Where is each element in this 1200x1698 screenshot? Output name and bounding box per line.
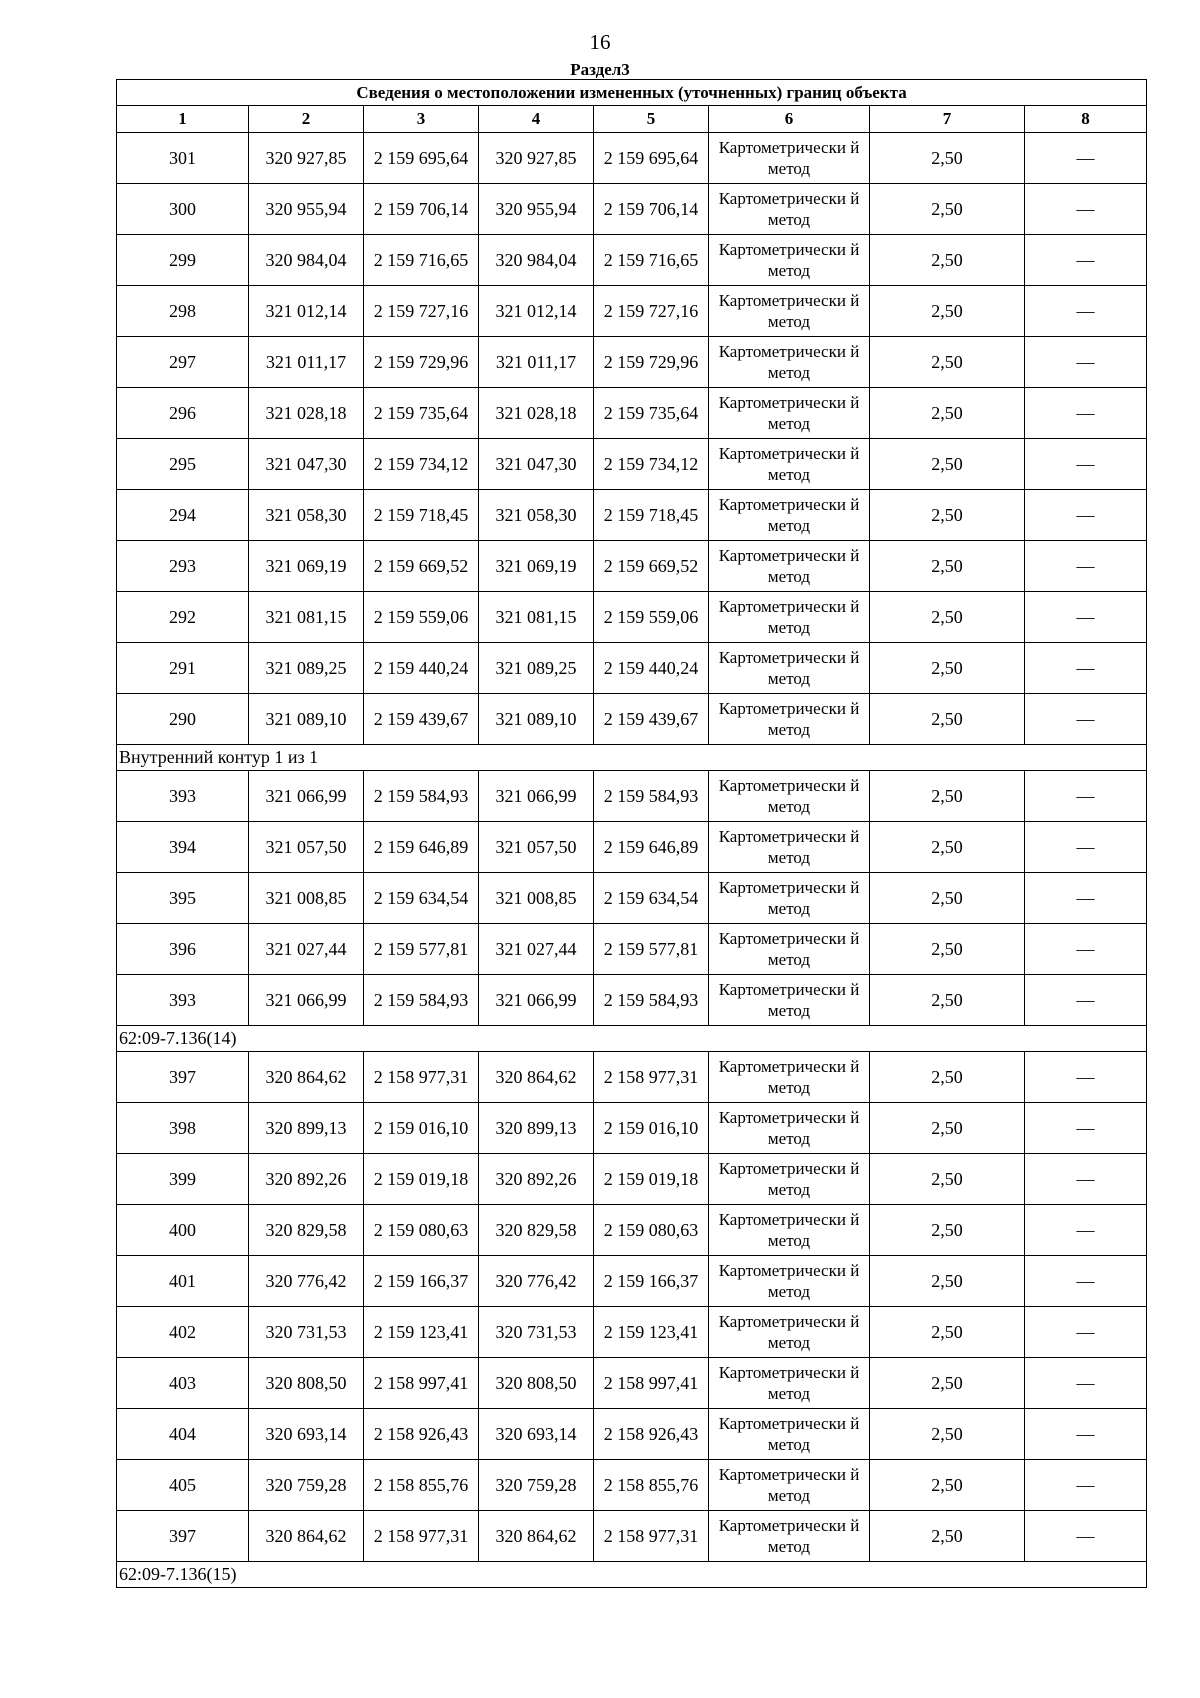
point-number-cell: 291 (117, 643, 249, 694)
table-row (117, 1511, 1147, 1562)
refined-x-cell: 320 829,58 (479, 1205, 594, 1256)
accuracy-cell: 2,50 (870, 1103, 1025, 1154)
existing-x-cell: 321 011,17 (249, 337, 364, 388)
refined-x-cell: 321 066,99 (479, 771, 594, 822)
table-row (117, 924, 1147, 975)
point-mark-cell: — (1025, 1205, 1147, 1256)
determination-method-cell: Картометрически й метод (709, 1511, 870, 1562)
point-mark-cell: — (1025, 439, 1147, 490)
point-mark-cell: — (1025, 975, 1147, 1026)
existing-y-cell: 2 159 559,06 (364, 592, 479, 643)
accuracy-cell: 2,50 (870, 388, 1025, 439)
point-number-cell: 394 (117, 822, 249, 873)
column-number: 1 (117, 106, 249, 133)
table-row (117, 1358, 1147, 1409)
existing-x-cell: 321 089,25 (249, 643, 364, 694)
table-row (117, 822, 1147, 873)
accuracy-cell: 2,50 (870, 1358, 1025, 1409)
refined-x-cell: 321 089,10 (479, 694, 594, 745)
determination-method-cell: Картометрически й метод (709, 1460, 870, 1511)
refined-y-cell: 2 159 695,64 (594, 133, 709, 184)
point-number-cell: 292 (117, 592, 249, 643)
table-row (117, 592, 1147, 643)
refined-x-cell: 321 069,19 (479, 541, 594, 592)
point-mark-cell: — (1025, 1358, 1147, 1409)
point-mark-cell: — (1025, 235, 1147, 286)
existing-y-cell: 2 158 855,76 (364, 1460, 479, 1511)
point-mark-cell: — (1025, 490, 1147, 541)
refined-x-cell: 320 731,53 (479, 1307, 594, 1358)
table-row (117, 771, 1147, 822)
table-row (117, 1052, 1147, 1103)
point-number-cell: 395 (117, 873, 249, 924)
existing-y-cell: 2 159 706,14 (364, 184, 479, 235)
point-number-cell: 397 (117, 1052, 249, 1103)
accuracy-cell: 2,50 (870, 1205, 1025, 1256)
accuracy-cell: 2,50 (870, 541, 1025, 592)
refined-x-cell: 321 008,85 (479, 873, 594, 924)
table-row (117, 439, 1147, 490)
point-mark-cell: — (1025, 1307, 1147, 1358)
determination-method-cell: Картометрически й метод (709, 184, 870, 235)
determination-method-cell: Картометрически й метод (709, 286, 870, 337)
existing-y-cell: 2 159 669,52 (364, 541, 479, 592)
point-number-cell: 300 (117, 184, 249, 235)
point-mark-cell: — (1025, 1460, 1147, 1511)
refined-x-cell: 320 955,94 (479, 184, 594, 235)
refined-x-cell: 320 759,28 (479, 1460, 594, 1511)
existing-y-cell: 2 159 439,67 (364, 694, 479, 745)
existing-x-cell: 320 892,26 (249, 1154, 364, 1205)
refined-y-cell: 2 159 584,93 (594, 771, 709, 822)
existing-y-cell: 2 159 729,96 (364, 337, 479, 388)
section-title: Раздел3 (570, 60, 630, 79)
contour-label-row (117, 745, 1147, 771)
refined-x-cell: 321 027,44 (479, 924, 594, 975)
existing-x-cell: 321 066,99 (249, 975, 364, 1026)
table-row (117, 1460, 1147, 1511)
existing-y-cell: 2 159 584,93 (364, 771, 479, 822)
refined-x-cell: 320 808,50 (479, 1358, 594, 1409)
determination-method-cell: Картометрически й метод (709, 439, 870, 490)
point-number-cell: 298 (117, 286, 249, 337)
table-row (117, 1205, 1147, 1256)
table-row (117, 541, 1147, 592)
point-number-cell: 397 (117, 1511, 249, 1562)
point-number-cell: 301 (117, 133, 249, 184)
refined-y-cell: 2 159 584,93 (594, 975, 709, 1026)
point-number-cell: 400 (117, 1205, 249, 1256)
refined-x-cell: 320 984,04 (479, 235, 594, 286)
point-number-cell: 295 (117, 439, 249, 490)
point-mark-cell: — (1025, 286, 1147, 337)
existing-y-cell: 2 159 080,63 (364, 1205, 479, 1256)
existing-x-cell: 321 058,30 (249, 490, 364, 541)
refined-x-cell: 320 864,62 (479, 1052, 594, 1103)
existing-x-cell: 321 027,44 (249, 924, 364, 975)
column-number: 5 (594, 106, 709, 133)
determination-method-cell: Картометрически й метод (709, 490, 870, 541)
contour-label-row (117, 1562, 1147, 1588)
refined-y-cell: 2 159 729,96 (594, 337, 709, 388)
determination-method-cell: Картометрически й метод (709, 235, 870, 286)
refined-x-cell: 321 081,15 (479, 592, 594, 643)
existing-y-cell: 2 158 977,31 (364, 1511, 479, 1562)
refined-y-cell: 2 159 718,45 (594, 490, 709, 541)
existing-x-cell: 321 069,19 (249, 541, 364, 592)
existing-y-cell: 2 159 695,64 (364, 133, 479, 184)
table-row (117, 643, 1147, 694)
existing-y-cell: 2 159 634,54 (364, 873, 479, 924)
accuracy-cell: 2,50 (870, 133, 1025, 184)
point-number-cell: 393 (117, 975, 249, 1026)
existing-x-cell: 320 984,04 (249, 235, 364, 286)
column-number: 8 (1025, 106, 1147, 133)
point-mark-cell: — (1025, 1511, 1147, 1562)
accuracy-cell: 2,50 (870, 490, 1025, 541)
column-number: 3 (364, 106, 479, 133)
contour-label-row (117, 1026, 1147, 1052)
point-mark-cell: — (1025, 1052, 1147, 1103)
refined-x-cell: 320 927,85 (479, 133, 594, 184)
point-mark-cell: — (1025, 873, 1147, 924)
refined-y-cell: 2 159 735,64 (594, 388, 709, 439)
existing-x-cell: 320 693,14 (249, 1409, 364, 1460)
point-mark-cell: — (1025, 133, 1147, 184)
point-number-cell: 299 (117, 235, 249, 286)
determination-method-cell: Картометрически й метод (709, 924, 870, 975)
page-number: 16 (589, 30, 611, 54)
column-number: 2 (249, 106, 364, 133)
accuracy-cell: 2,50 (870, 1052, 1025, 1103)
table-row (117, 1154, 1147, 1205)
existing-x-cell: 320 955,94 (249, 184, 364, 235)
existing-x-cell: 320 927,85 (249, 133, 364, 184)
existing-y-cell: 2 159 734,12 (364, 439, 479, 490)
column-number: 7 (870, 106, 1025, 133)
determination-method-cell: Картометрически й метод (709, 873, 870, 924)
accuracy-cell: 2,50 (870, 1307, 1025, 1358)
determination-method-cell: Картометрически й метод (709, 1103, 870, 1154)
table-row (117, 388, 1147, 439)
accuracy-cell: 2,50 (870, 235, 1025, 286)
existing-y-cell: 2 158 977,31 (364, 1052, 479, 1103)
refined-x-cell: 321 047,30 (479, 439, 594, 490)
accuracy-cell: 2,50 (870, 694, 1025, 745)
existing-y-cell: 2 159 584,93 (364, 975, 479, 1026)
determination-method-cell: Картометрически й метод (709, 337, 870, 388)
existing-x-cell: 320 808,50 (249, 1358, 364, 1409)
point-number-cell: 404 (117, 1409, 249, 1460)
refined-x-cell: 321 089,25 (479, 643, 594, 694)
accuracy-cell: 2,50 (870, 822, 1025, 873)
point-mark-cell: — (1025, 1409, 1147, 1460)
point-number-cell: 293 (117, 541, 249, 592)
point-number-cell: 294 (117, 490, 249, 541)
column-number-row (117, 106, 1147, 133)
point-mark-cell: — (1025, 1256, 1147, 1307)
refined-y-cell: 2 159 646,89 (594, 822, 709, 873)
refined-x-cell: 321 066,99 (479, 975, 594, 1026)
point-mark-cell: — (1025, 388, 1147, 439)
refined-y-cell: 2 159 634,54 (594, 873, 709, 924)
refined-y-cell: 2 159 166,37 (594, 1256, 709, 1307)
refined-x-cell: 320 899,13 (479, 1103, 594, 1154)
point-mark-cell: — (1025, 1154, 1147, 1205)
point-mark-cell: — (1025, 184, 1147, 235)
accuracy-cell: 2,50 (870, 1154, 1025, 1205)
determination-method-cell: Картометрически й метод (709, 592, 870, 643)
table-row (117, 1256, 1147, 1307)
point-number-cell: 290 (117, 694, 249, 745)
existing-y-cell: 2 159 123,41 (364, 1307, 479, 1358)
existing-y-cell: 2 159 646,89 (364, 822, 479, 873)
table-row (117, 694, 1147, 745)
existing-y-cell: 2 159 016,10 (364, 1103, 479, 1154)
existing-x-cell: 320 899,13 (249, 1103, 364, 1154)
refined-y-cell: 2 159 019,18 (594, 1154, 709, 1205)
table-caption: Сведения о местоположении измененных (уточненных) границ объекта (117, 80, 1147, 106)
determination-method-cell: Картометрически й метод (709, 771, 870, 822)
refined-x-cell: 321 028,18 (479, 388, 594, 439)
refined-y-cell: 2 159 016,10 (594, 1103, 709, 1154)
existing-x-cell: 320 759,28 (249, 1460, 364, 1511)
table-body (117, 133, 1147, 1588)
point-number-cell: 296 (117, 388, 249, 439)
contour-label: 62:09-7.136(15) (117, 1562, 1147, 1588)
point-mark-cell: — (1025, 337, 1147, 388)
refined-y-cell: 2 159 440,24 (594, 643, 709, 694)
existing-y-cell: 2 159 718,45 (364, 490, 479, 541)
refined-y-cell: 2 159 727,16 (594, 286, 709, 337)
accuracy-cell: 2,50 (870, 439, 1025, 490)
determination-method-cell: Картометрически й метод (709, 1052, 870, 1103)
existing-x-cell: 321 081,15 (249, 592, 364, 643)
accuracy-cell: 2,50 (870, 975, 1025, 1026)
refined-y-cell: 2 159 716,65 (594, 235, 709, 286)
refined-y-cell: 2 158 926,43 (594, 1409, 709, 1460)
determination-method-cell: Картометрически й метод (709, 1307, 870, 1358)
accuracy-cell: 2,50 (870, 1256, 1025, 1307)
determination-method-cell: Картометрически й метод (709, 1409, 870, 1460)
refined-x-cell: 321 011,17 (479, 337, 594, 388)
existing-y-cell: 2 159 727,16 (364, 286, 479, 337)
table-row (117, 873, 1147, 924)
accuracy-cell: 2,50 (870, 1460, 1025, 1511)
point-mark-cell: — (1025, 924, 1147, 975)
refined-y-cell: 2 159 669,52 (594, 541, 709, 592)
accuracy-cell: 2,50 (870, 1409, 1025, 1460)
determination-method-cell: Картометрически й метод (709, 1256, 870, 1307)
point-mark-cell: — (1025, 592, 1147, 643)
existing-x-cell: 320 864,62 (249, 1052, 364, 1103)
determination-method-cell: Картометрически й метод (709, 133, 870, 184)
accuracy-cell: 2,50 (870, 592, 1025, 643)
table-row (117, 235, 1147, 286)
existing-x-cell: 320 776,42 (249, 1256, 364, 1307)
existing-x-cell: 321 047,30 (249, 439, 364, 490)
table-row (117, 1409, 1147, 1460)
existing-y-cell: 2 159 166,37 (364, 1256, 479, 1307)
existing-y-cell: 2 159 716,65 (364, 235, 479, 286)
existing-x-cell: 320 829,58 (249, 1205, 364, 1256)
existing-x-cell: 320 864,62 (249, 1511, 364, 1562)
table-row (117, 184, 1147, 235)
table-row (117, 1307, 1147, 1358)
contour-label: Внутренний контур 1 из 1 (117, 745, 1147, 771)
accuracy-cell: 2,50 (870, 184, 1025, 235)
refined-y-cell: 2 158 977,31 (594, 1511, 709, 1562)
point-number-cell: 401 (117, 1256, 249, 1307)
refined-x-cell: 321 058,30 (479, 490, 594, 541)
determination-method-cell: Картометрически й метод (709, 1358, 870, 1409)
contour-label: 62:09-7.136(14) (117, 1026, 1147, 1052)
existing-y-cell: 2 158 926,43 (364, 1409, 479, 1460)
accuracy-cell: 2,50 (870, 337, 1025, 388)
existing-x-cell: 321 089,10 (249, 694, 364, 745)
accuracy-cell: 2,50 (870, 873, 1025, 924)
refined-y-cell: 2 158 997,41 (594, 1358, 709, 1409)
refined-y-cell: 2 158 977,31 (594, 1052, 709, 1103)
existing-x-cell: 321 028,18 (249, 388, 364, 439)
refined-x-cell: 320 892,26 (479, 1154, 594, 1205)
point-number-cell: 399 (117, 1154, 249, 1205)
refined-y-cell: 2 159 123,41 (594, 1307, 709, 1358)
point-mark-cell: — (1025, 771, 1147, 822)
column-number: 4 (479, 106, 594, 133)
existing-x-cell: 321 008,85 (249, 873, 364, 924)
point-number-cell: 297 (117, 337, 249, 388)
determination-method-cell: Картометрически й метод (709, 643, 870, 694)
refined-y-cell: 2 159 439,67 (594, 694, 709, 745)
coordinates-table (116, 79, 1147, 1588)
existing-x-cell: 321 012,14 (249, 286, 364, 337)
refined-y-cell: 2 159 577,81 (594, 924, 709, 975)
point-mark-cell: — (1025, 643, 1147, 694)
table-caption-row (117, 80, 1147, 106)
existing-x-cell: 321 057,50 (249, 822, 364, 873)
point-mark-cell: — (1025, 822, 1147, 873)
existing-y-cell: 2 159 735,64 (364, 388, 479, 439)
point-mark-cell: — (1025, 541, 1147, 592)
determination-method-cell: Картометрически й метод (709, 975, 870, 1026)
column-number: 6 (709, 106, 870, 133)
determination-method-cell: Картометрически й метод (709, 388, 870, 439)
table-row (117, 133, 1147, 184)
point-number-cell: 402 (117, 1307, 249, 1358)
determination-method-cell: Картометрически й метод (709, 1205, 870, 1256)
existing-y-cell: 2 159 019,18 (364, 1154, 479, 1205)
existing-y-cell: 2 159 440,24 (364, 643, 479, 694)
existing-x-cell: 320 731,53 (249, 1307, 364, 1358)
point-number-cell: 405 (117, 1460, 249, 1511)
refined-y-cell: 2 159 734,12 (594, 439, 709, 490)
refined-x-cell: 320 864,62 (479, 1511, 594, 1562)
accuracy-cell: 2,50 (870, 771, 1025, 822)
refined-x-cell: 320 776,42 (479, 1256, 594, 1307)
existing-y-cell: 2 159 577,81 (364, 924, 479, 975)
existing-y-cell: 2 158 997,41 (364, 1358, 479, 1409)
point-mark-cell: — (1025, 1103, 1147, 1154)
determination-method-cell: Картометрически й метод (709, 1154, 870, 1205)
existing-x-cell: 321 066,99 (249, 771, 364, 822)
refined-y-cell: 2 158 855,76 (594, 1460, 709, 1511)
point-number-cell: 398 (117, 1103, 249, 1154)
refined-y-cell: 2 159 080,63 (594, 1205, 709, 1256)
table-row (117, 975, 1147, 1026)
point-number-cell: 396 (117, 924, 249, 975)
table-row (117, 1103, 1147, 1154)
refined-y-cell: 2 159 559,06 (594, 592, 709, 643)
accuracy-cell: 2,50 (870, 1511, 1025, 1562)
determination-method-cell: Картометрически й метод (709, 541, 870, 592)
determination-method-cell: Картометрически й метод (709, 694, 870, 745)
accuracy-cell: 2,50 (870, 286, 1025, 337)
table-row (117, 490, 1147, 541)
point-mark-cell: — (1025, 694, 1147, 745)
accuracy-cell: 2,50 (870, 643, 1025, 694)
accuracy-cell: 2,50 (870, 924, 1025, 975)
table-row (117, 337, 1147, 388)
point-number-cell: 403 (117, 1358, 249, 1409)
point-number-cell: 393 (117, 771, 249, 822)
refined-x-cell: 321 057,50 (479, 822, 594, 873)
determination-method-cell: Картометрически й метод (709, 822, 870, 873)
refined-x-cell: 321 012,14 (479, 286, 594, 337)
refined-x-cell: 320 693,14 (479, 1409, 594, 1460)
table-row (117, 286, 1147, 337)
refined-y-cell: 2 159 706,14 (594, 184, 709, 235)
